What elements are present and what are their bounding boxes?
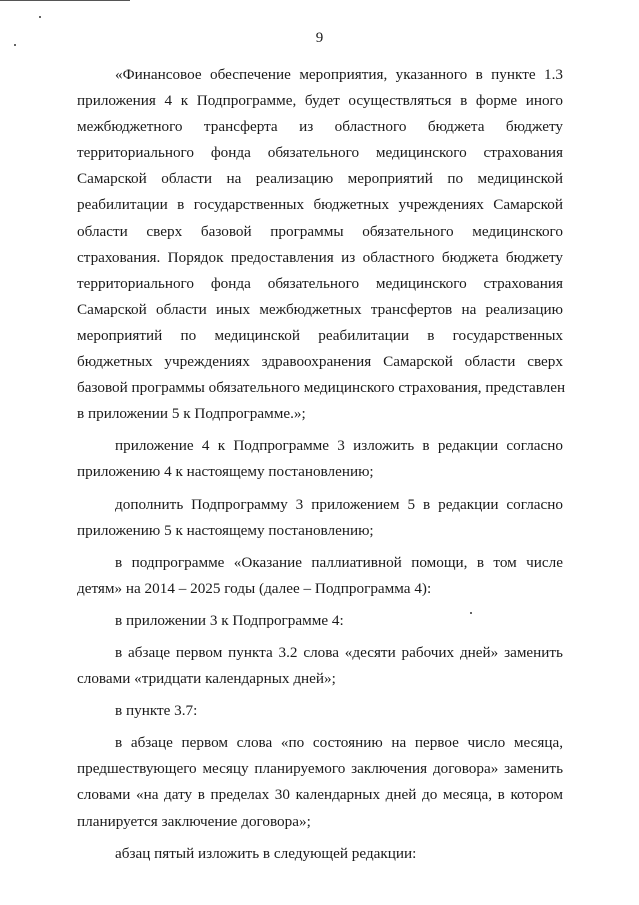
text-line: межбюджетного трансферта из областного бюджета бюджету — [77, 118, 563, 136]
text-line: «Финансовое обеспечение мероприятия, указанного в пункте 1.3 — [115, 66, 563, 83]
text-line: приложению 5 к настоящему постановлению; — [77, 521, 374, 539]
scan-speck — [39, 16, 41, 18]
text-line: реабилитации в государственных бюджетных учреждениях Самарской — [77, 196, 563, 214]
text-line: базовой программы обязательного медицинского страхования, представлен — [77, 379, 566, 397]
paragraph — [77, 841, 563, 867]
text-line: бюджетных учреждениях здравоохранения Самарской области сверх — [77, 353, 563, 371]
paragraph — [77, 608, 563, 634]
text-line: в подпрограмме «Оказание паллиативной помощи, в том числе — [115, 553, 563, 571]
text-line: области сверх базовой программы обязательного медицинского — [77, 222, 563, 240]
text-line: абзац пятый изложить в следующей редакции: — [115, 844, 417, 862]
paragraph — [77, 698, 563, 724]
document-body — [77, 62, 566, 867]
text-line: в приложении 3 к Подпрограмме 4: — [115, 611, 344, 629]
text-line: мероприятий по медицинской реабилитации в государственных — [77, 326, 563, 344]
text-line: в абзаце первом пункта 3.2 слова «десяти рабочих дней» заменить — [115, 643, 563, 661]
text-line: приложению 4 к настоящему постановлению; — [77, 463, 374, 481]
text-line: в абзаце первом слова «по состоянию на первое число месяца, — [115, 734, 563, 752]
text-line: словами «тридцати календарных дней»; — [77, 670, 336, 688]
paragraph — [77, 730, 563, 834]
text-line: приложения 4 к Подпрограмме, будет осуществляться в форме иного — [77, 92, 563, 110]
text-line: предшествующего месяцу планируемого заключения договора» заменить — [77, 760, 563, 778]
text-line: территориального фонда обязательного медицинского страхования — [77, 144, 563, 162]
text-line: в приложении 5 к Подпрограмме.»; — [77, 405, 306, 423]
paragraph — [77, 492, 563, 544]
scan-edge-line — [0, 0, 130, 1]
text-line: Самарской области на реализацию мероприятий по медицинской — [77, 170, 563, 188]
text-line: страхования. Порядок предоставления из областного бюджета бюджету — [77, 248, 563, 266]
text-line: дополнить Подпрограмму 3 приложением 5 в редакции согласно — [115, 495, 563, 513]
paragraph — [77, 433, 563, 485]
paragraph — [77, 62, 566, 427]
text-line: детям» на 2014 – 2025 годы (далее – Подпрограмма 4): — [77, 579, 432, 597]
text-line: территориального фонда обязательного медицинского страхования — [77, 274, 563, 292]
paragraph — [77, 550, 563, 602]
text-line: Самарской области иных межбюджетных трансфертов на реализацию — [77, 300, 563, 318]
page-number: 9 — [315, 30, 324, 46]
text-line: словами «на дату в пределах 30 календарных дней до месяца, в котором — [77, 786, 563, 804]
text-line: в пункте 3.7: — [115, 702, 198, 720]
text-line: приложение 4 к Подпрограмме 3 изложить в редакции согласно — [115, 437, 563, 455]
paragraph — [77, 640, 563, 692]
text-line: планируется заключение договора»; — [77, 812, 311, 830]
